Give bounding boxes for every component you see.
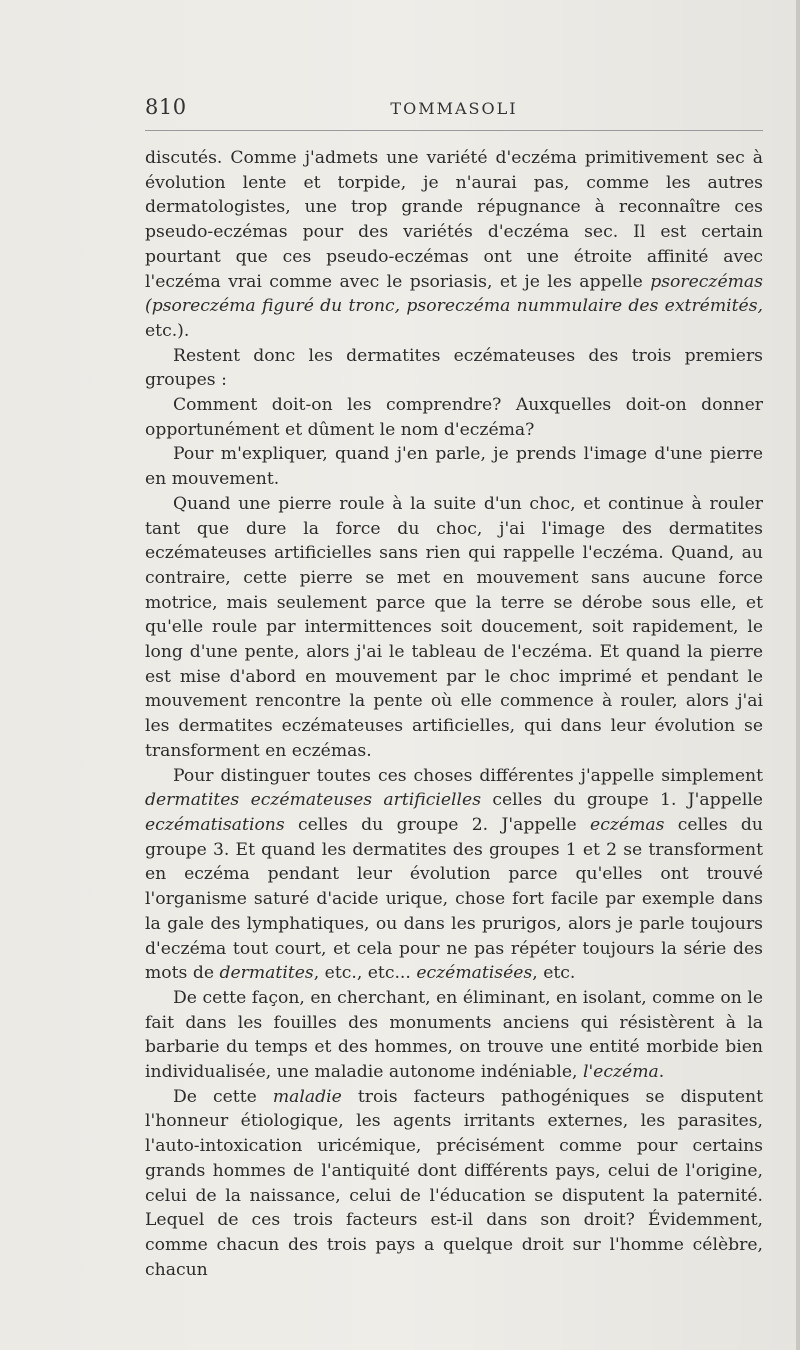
- term-eczema: l'eczéma: [582, 1062, 659, 1083]
- paragraph-4: Pour m'expliquer, quand j'en parle, je prends l'image d'une pierre en mouvement.: [145, 444, 763, 490]
- paragraph-2: Restent donc les dermatites eczémateuses des trois premiers groupes :: [145, 345, 763, 391]
- term-dermatites-artificielles: dermatites eczémateuses artificielles: [145, 790, 482, 811]
- page-edge: [796, 0, 800, 1350]
- paragraph-8: [145, 1085, 763, 1283]
- term-eczemas: eczémas: [590, 814, 665, 835]
- page-header: [145, 95, 763, 125]
- page-number: 810: [145, 95, 187, 119]
- paragraph-1-text-b: etc.).: [145, 320, 190, 341]
- running-title: TOMMASOLI: [390, 99, 518, 118]
- paragraph-1-italic: psoreczémas (psoreczéma figuré du tronc, psoreczéma nummulaire des extrémités,: [145, 271, 763, 317]
- term-eczematisees: eczématisées: [416, 963, 533, 984]
- paragraph-3: Comment doit-on les comprendre? Auxquelles doit-on donner opportunément et dûment le nom d'eczéma?: [145, 395, 763, 440]
- paragraph-6-text-b: celles du groupe 1. J'appelle: [481, 790, 763, 811]
- body-text: [145, 146, 763, 1282]
- paragraph-8-text-a: De cette: [173, 1086, 273, 1107]
- paragraph-7-text-a: De cette façon, en cherchant, en éliminant, en isolant, comme on le fait dans les fouilles des monuments anciens qui résistèrent à la barbarie du temps et des hommes, on trouve une entité morbide bien individualisée, une maladie autonome indéniable,: [145, 987, 763, 1083]
- term-maladie: maladie: [272, 1086, 342, 1107]
- header-rule: [145, 130, 763, 131]
- paragraph-6-text-a: Pour distinguer toutes ces choses différentes j'appelle simplement: [173, 765, 763, 786]
- paragraph-7-text-b: .: [658, 1062, 665, 1083]
- paragraph-6-text-c: celles du groupe 2. J'appelle: [284, 814, 591, 835]
- paragraph-6-text-f: , etc.: [532, 963, 576, 984]
- paragraph-8-text-b: trois facteurs pathogéniques se disputent l'honneur étiologique, les agents irritants externes, les parasites, l'auto-intoxication uricémique, précisément comme pour certains grands hommes de l'antiquité dont différents pays, celui de l'origine, celui de la naissance, celui de l'éducation se disputent la paternité. Lequel de ces trois facteurs est-il dans son droit? Évidemment, comme chacun des trois pays a quelque droit sur l'homme célèbre, chacun: [145, 1086, 763, 1280]
- paragraph-1: [145, 146, 763, 344]
- term-dermatites: dermatites: [219, 963, 314, 984]
- paragraph-5: Quand une pierre roule à la suite d'un choc, et continue à rouler tant que dure la force du choc, j'ai l'image des dermatites eczémateuses artificielles sans rien qui rappelle l'eczéma. Quand, au contraire, cette pierre se met en mouvement sans aucune force motrice, mais seulement parce que la terre se dérobe sous elle, et qu'elle roule par intermittences soit doucement, soit rapidement, le long d'une pente, alors j'ai le tableau de l'eczéma. Et quand la pierre est mise d'abord en mouvement par le choc imprimé et pendant le mouvement rencontre la pente où elle commence à rouler, alors j'ai les dermatites eczémateuses artificielles, qui dans leur évolution se transforment en eczémas.: [145, 493, 763, 761]
- paragraph-1-text-a: discutés. Comme j'admets une variété d'eczéma primitivement sec à évolution lente et torpide, je n'aurai pas, comme les autres dermatologistes, une trop grande répugnance à reconnaître ces pseudo-eczémas pour des variétés d'eczéma sec. Il est certain pourtant que ces pseudo-eczémas ont une étroite affinité avec l'eczéma vrai comme avec le psoriasis, et je les appelle: [145, 148, 763, 292]
- paragraph-6: [145, 764, 763, 986]
- paragraph-6-text-e: , etc., etc...: [313, 963, 417, 984]
- paragraph-7: [145, 986, 763, 1085]
- term-eczematisations: eczématisations: [145, 814, 285, 835]
- paragraph-6-text-d: celles du groupe 3. Et quand les dermatites des groupes 1 et 2 se transforment en eczéma pendant leur évolution parce qu'elles ont trouvé l'organisme saturé d'acide urique, chose fort facile par exemple dans la gale des lymphatiques, ou dans les prurigos, alors je parle toujours d'eczéma tout court, et cela pour ne pas répéter toujours la série des mots de: [145, 814, 763, 984]
